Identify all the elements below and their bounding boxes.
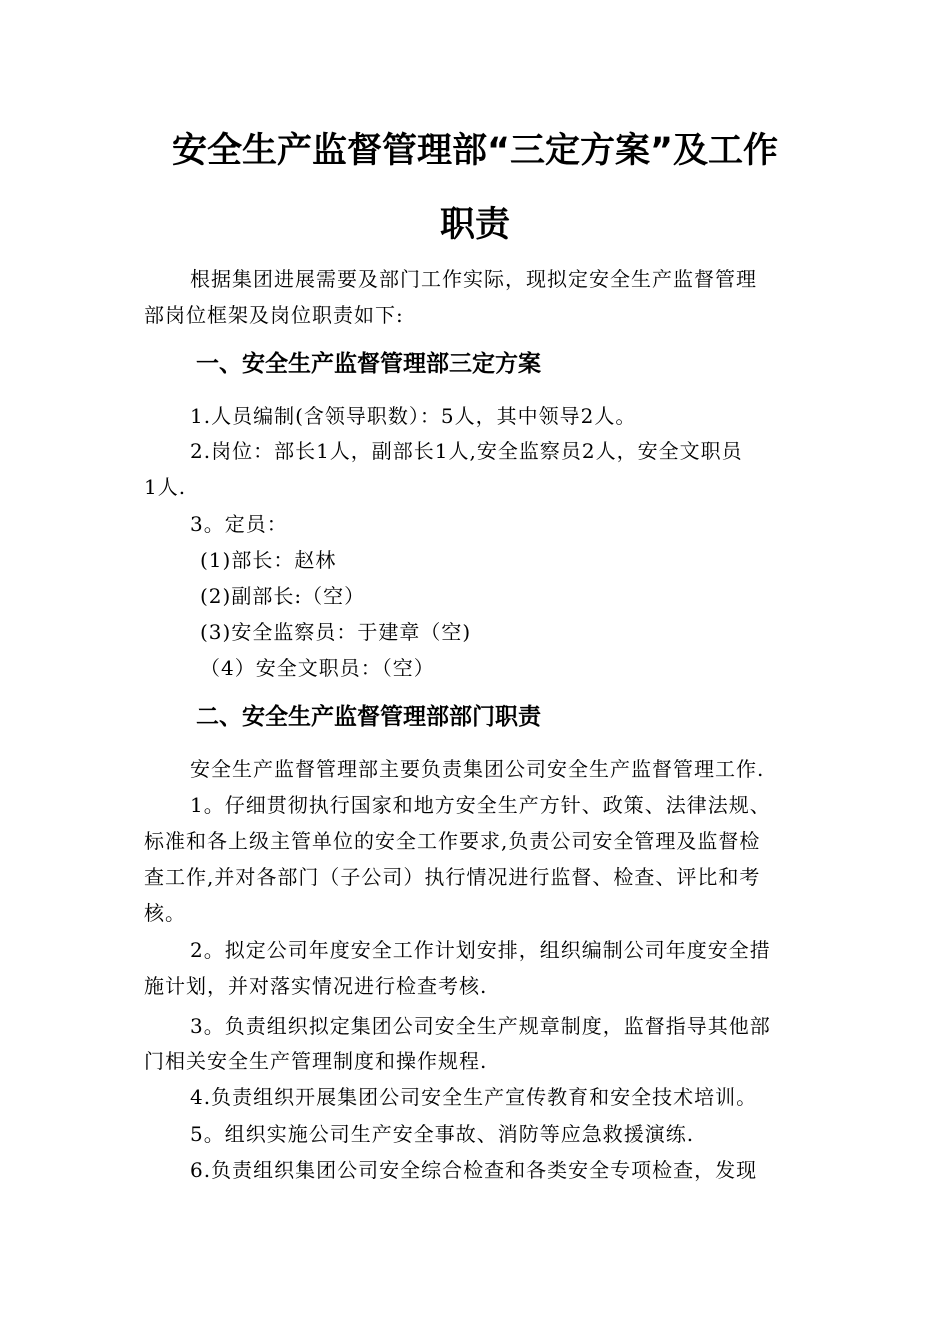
- section2-heading: 二、安全生产监督管理部部门职责: [196, 704, 541, 730]
- section2-line: 施计划，并对落实情况进行检查考核.: [144, 974, 488, 998]
- intro-line: 根据集团进展需要及部门工作实际，现拟定安全生产监督管理: [190, 267, 757, 291]
- section2-line: 5。组织实施公司生产安全事故、消防等应急救援演练.: [190, 1122, 695, 1146]
- section2-line: 1。仔细贯彻执行国家和地方安全生产方针、政策、法律法规、: [190, 793, 771, 817]
- section2-line: 安全生产监督管理部主要负责集团公司安全生产监督管理工作.: [190, 757, 765, 781]
- document-title-line2: 职责: [439, 205, 510, 245]
- section1-line: （4）安全文职员：（空）: [200, 656, 435, 680]
- section2-line: 核。: [144, 901, 186, 925]
- section1-line: (2)副部长:（空）: [200, 584, 366, 608]
- section1-heading: 一、安全生产监督管理部三定方案: [196, 351, 541, 377]
- section1-line: 1.人员编制(含领导职数）：5人，其中领导2人。: [190, 404, 637, 428]
- section2-line: 3。负责组织拟定集团公司安全生产规章制度，监督指导其他部: [190, 1014, 771, 1038]
- intro-line: 部岗位框架及岗位职责如下:: [144, 303, 404, 327]
- section2-line: 查工作,并对各部门（子公司）执行情况进行监督、检查、评比和考: [144, 865, 761, 889]
- section2-line: 门相关安全生产管理制度和操作规程.: [144, 1049, 488, 1073]
- section1-line: 3。定员：: [190, 512, 288, 536]
- section2-line: 6.负责组织集团公司安全综合检查和各类安全专项检查，发现: [190, 1158, 758, 1182]
- section1-line: (1)部长：赵林: [200, 548, 337, 572]
- section1-line: 1人.: [144, 475, 187, 499]
- document-title-line1: 安全生产监督管理部“三定方案”及工作: [171, 131, 778, 171]
- section1-line: 2.岗位：部长1人，副部长1人,安全监察员2人，安全文职员: [190, 439, 743, 463]
- section2-line: 标准和各上级主管单位的安全工作要求,负责公司安全管理及监督检: [144, 829, 761, 853]
- section2-line: 4.负责组织开展集团公司安全生产宣传教育和安全技术培训。: [190, 1085, 758, 1109]
- section1-line: (3)安全监察员：于建章（空): [200, 620, 472, 644]
- section2-line: 2。拟定公司年度安全工作计划安排，组织编制公司年度安全措: [190, 938, 771, 962]
